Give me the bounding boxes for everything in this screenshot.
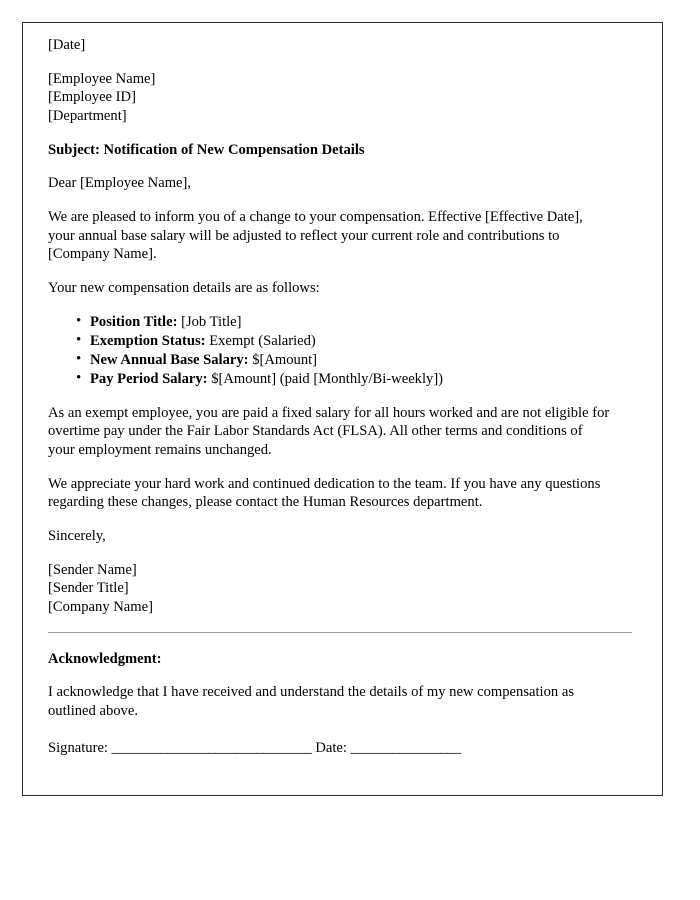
recipient-department: [Department]	[48, 108, 127, 125]
sender-company: [Company Name]	[48, 598, 153, 615]
acknowledgment-heading: Acknowledgment:	[48, 650, 162, 667]
detail-value: $[Amount] (paid [Monthly/Bi-weekly])	[211, 370, 444, 387]
list-item	[76, 351, 611, 370]
sender-block	[48, 561, 611, 617]
document-page-border	[22, 22, 663, 796]
sender-title: [Sender Title]	[48, 580, 129, 597]
closing-paragraph: We appreciate your hard work and continued dedication to the team. If you have any questions regarding these changes, please contact the Human Resources department.	[48, 475, 601, 511]
detail-label: Pay Period Salary:	[90, 370, 208, 387]
sign-off: Sincerely,	[48, 527, 106, 544]
salutation: Dear [Employee Name],	[48, 175, 192, 192]
detail-value: Exempt (Salaried)	[209, 332, 316, 349]
recipient-employee-name: [Employee Name]	[48, 70, 156, 87]
detail-label: Exemption Status:	[90, 332, 206, 349]
detail-value: [Job Title]	[181, 313, 242, 330]
date-label: Date:	[315, 739, 347, 756]
section-divider	[48, 632, 632, 633]
recipient-block	[48, 70, 611, 126]
date-line: [Date]	[48, 37, 86, 53]
subject-line: Subject: Notification of New Compensation Details	[48, 141, 365, 158]
signature-label: Signature:	[48, 739, 108, 756]
list-item	[76, 370, 611, 389]
list-item	[76, 332, 611, 351]
details-lead-in: Your new compensation details are as follows:	[48, 280, 320, 297]
acknowledgment-text: I acknowledge that I have received and understand the details of my new compensation as outlined above.	[48, 684, 574, 719]
detail-label: New Annual Base Salary:	[90, 351, 249, 368]
detail-value: $[Amount]	[252, 351, 318, 368]
detail-label: Position Title:	[90, 313, 178, 330]
document-body	[48, 36, 611, 757]
signature-line[interactable]: _____________________________	[111, 739, 312, 756]
recipient-employee-id: [Employee ID]	[48, 89, 136, 106]
list-item	[76, 313, 611, 332]
compensation-details-list	[48, 313, 611, 389]
signature-row	[48, 739, 611, 758]
date-line-field[interactable]: ________________	[350, 739, 461, 756]
sender-name: [Sender Name]	[48, 561, 137, 578]
flsa-paragraph: As an exempt employee, you are paid a fixed salary for all hours worked and are not eligible for overtime pay under the Fair Labor Standards Act (FLSA). All other terms and conditions of your employment remains unchanged.	[48, 404, 610, 458]
intro-paragraph: We are pleased to inform you of a change to your compensation. Effective [Effective Date], your annual base salary will be adjusted to reflect your current role and contributions to [Company Name].	[48, 209, 583, 263]
